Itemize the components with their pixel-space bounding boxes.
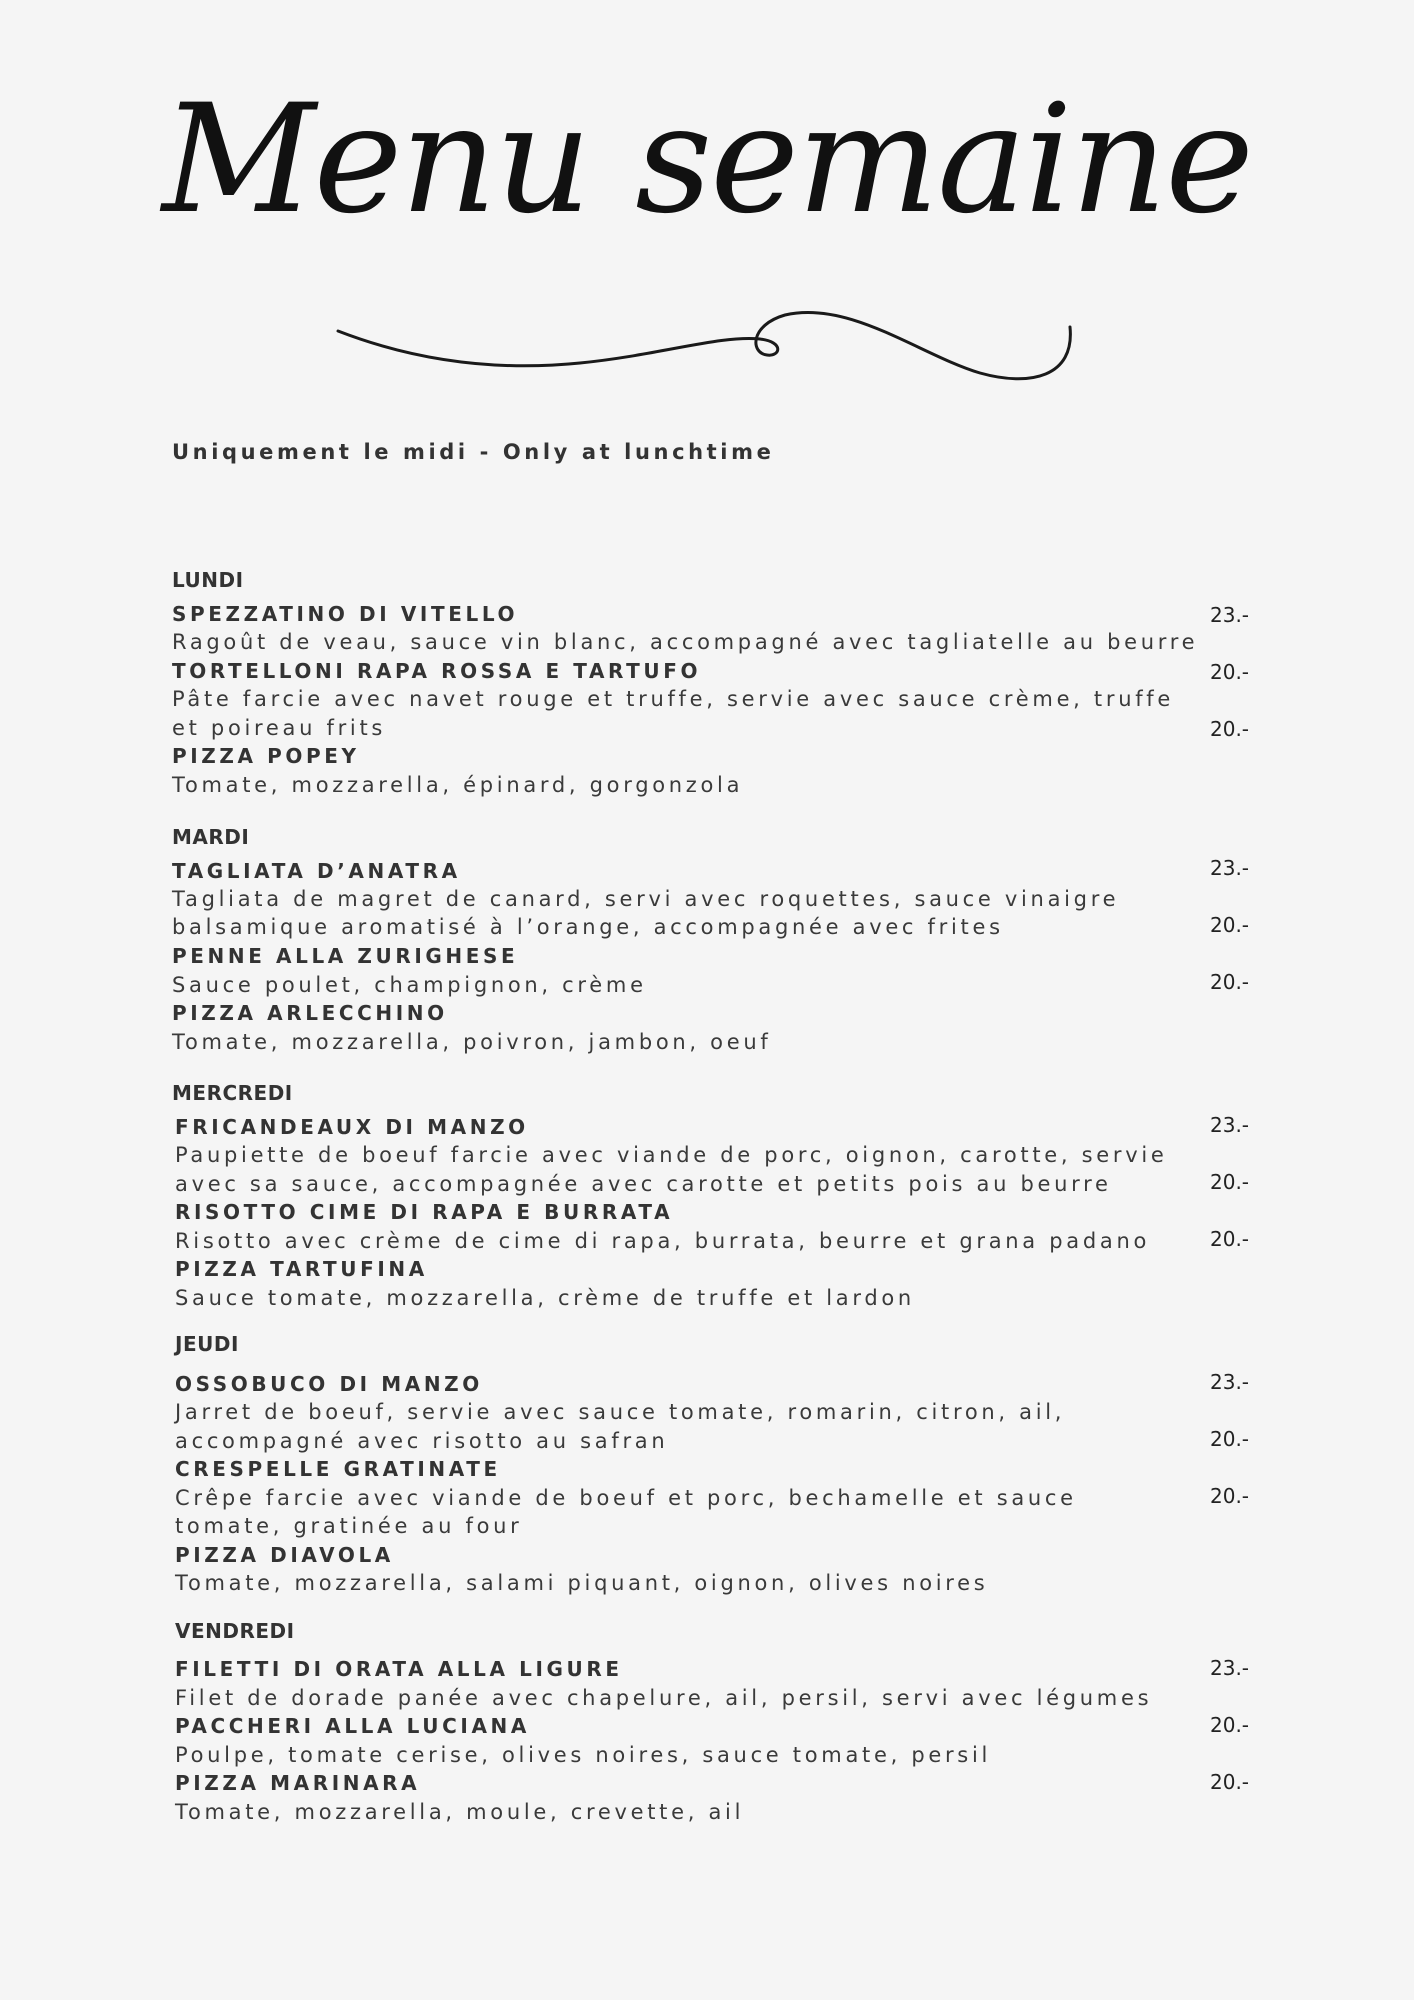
dish-name: PIZZA DIAVOLA (175, 1543, 394, 1567)
dish-price: 20.- (1210, 1484, 1250, 1508)
dish-name: RISOTTO CIME DI RAPA E BURRATA (175, 1200, 674, 1224)
dish-name: CRESPELLE GRATINATE (175, 1457, 501, 1481)
dish-price: 23.- (1210, 1370, 1250, 1394)
dish-description: Tomate, mozzarella, salami piquant, oignon, olives noires (175, 1571, 989, 1595)
dish-description: balsamique aromatisé à l’orange, accompagnée avec frites (172, 915, 1004, 939)
dish-description: Pâte farcie avec navet rouge et truffe, servie avec sauce crème, truffe (172, 687, 1175, 711)
dish-name: TAGLIATA D’ANATRA (172, 859, 461, 883)
dish-price: 20.- (1210, 660, 1250, 684)
dish-name: PIZZA TARTUFINA (175, 1257, 428, 1281)
dish-description: Jarret de boeuf, servie avec sauce tomate, romarin, citron, ail, (175, 1400, 1066, 1424)
dish-name: SPEZZATINO DI VITELLO (172, 602, 519, 626)
dish-name: PACCHERI ALLA LUCIANA (175, 1714, 530, 1738)
dish-price: 23.- (1210, 1656, 1250, 1680)
dish-price: 20.- (1210, 913, 1250, 937)
page-title: Menu semaine (161, 73, 1252, 247)
dish-price: 20.- (1210, 1770, 1250, 1794)
dish-description: accompagné avec risotto au safran (175, 1429, 669, 1453)
dish-price: 20.- (1210, 970, 1250, 994)
dish-description: Tagliata de magret de canard, servi avec roquettes, sauce vinaigre (172, 887, 1120, 911)
dish-price: 20.- (1210, 1170, 1250, 1194)
dish-description: Sauce tomate, mozzarella, crème de truffe et lardon (175, 1286, 915, 1310)
dish-name: PIZZA MARINARA (175, 1771, 421, 1795)
dish-description: Paupiette de boeuf farcie avec viande de porc, oignon, carotte, servie (175, 1143, 1168, 1167)
dish-name: OSSOBUCO DI MANZO (175, 1372, 483, 1396)
dish-price: 23.- (1210, 856, 1250, 880)
dish-description: Tomate, mozzarella, moule, crevette, ail (175, 1800, 745, 1824)
dish-description: Ragoût de veau, sauce vin blanc, accompagné avec tagliatelle au beurre (172, 630, 1199, 654)
day-label-mardi: MARDI (172, 825, 250, 849)
dish-name: FRICANDEAUX DI MANZO (175, 1115, 529, 1139)
dish-description: Tomate, mozzarella, épinard, gorgonzola (172, 773, 744, 797)
dish-name: PIZZA POPEY (172, 744, 360, 768)
dish-price: 23.- (1210, 1113, 1250, 1137)
dish-description: Crêpe farcie avec viande de boeuf et porc, bechamelle et sauce (175, 1486, 1077, 1510)
decorative-swirl-divider (330, 295, 1080, 405)
dish-price: 20.- (1210, 1427, 1250, 1451)
day-label-vendredi: VENDREDI (175, 1619, 295, 1643)
dish-price: 20.- (1210, 1227, 1250, 1251)
dish-description: Filet de dorade panée avec chapelure, ail, persil, servi avec légumes (175, 1686, 1153, 1710)
dish-name: FILETTI DI ORATA ALLA LIGURE (175, 1657, 623, 1681)
dish-description: avec sa sauce, accompagnée avec carotte et petits pois au beurre (175, 1172, 1112, 1196)
dish-price: 20.- (1210, 717, 1250, 741)
day-label-lundi: LUNDI (172, 568, 244, 592)
lunch-only-note: Uniquement le midi - Only at lunchtime (172, 440, 775, 464)
dish-description: Sauce poulet, champignon, crème (172, 973, 647, 997)
dish-price: 20.- (1210, 1713, 1250, 1737)
day-label-mercredi: MERCREDI (172, 1081, 293, 1105)
dish-name: PENNE ALLA ZURIGHESE (172, 944, 519, 968)
dish-description: Tomate, mozzarella, poivron, jambon, oeuf (172, 1030, 772, 1054)
dish-description: Poulpe, tomate cerise, olives noires, sauce tomate, persil (175, 1743, 992, 1767)
dish-name: TORTELLONI RAPA ROSSA E TARTUFO (172, 659, 702, 683)
dish-price: 23.- (1210, 603, 1250, 627)
dish-description: Risotto avec crème de cime di rapa, burrata, beurre et grana padano (175, 1229, 1151, 1253)
dish-description: tomate, gratinée au four (175, 1514, 523, 1538)
dish-name: PIZZA ARLECCHINO (172, 1001, 448, 1025)
day-label-jeudi: JEUDI (175, 1332, 239, 1356)
dish-description: et poireau frits (172, 716, 387, 740)
